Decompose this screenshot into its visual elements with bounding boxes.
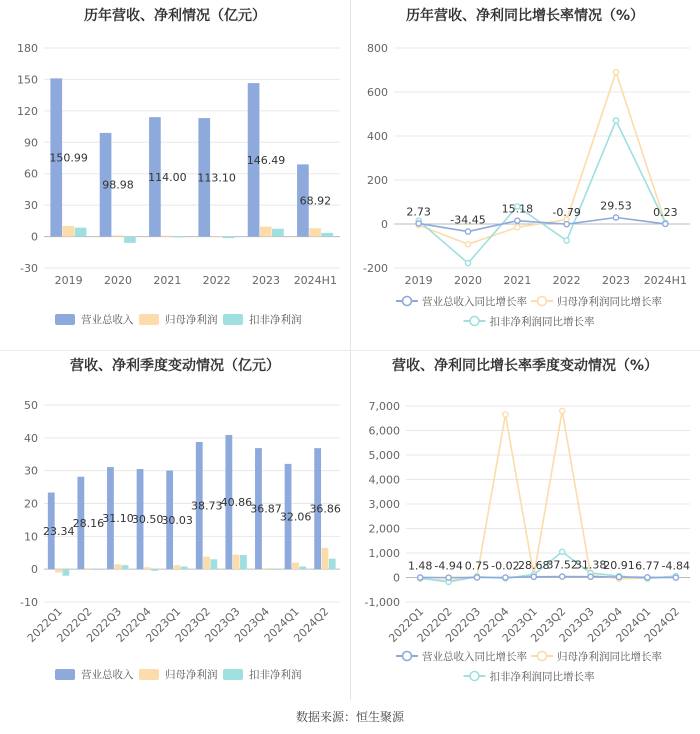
- bar-deducted-net-profit: [181, 567, 188, 570]
- line-deducted-net-profit-growth: [419, 121, 666, 264]
- data-label: -4.84: [661, 559, 691, 573]
- legend-swatch: [223, 669, 243, 680]
- chart-title: 营收、净利季度变动情况（亿元）: [70, 358, 280, 374]
- legend-label: 归母净利润同比增长率: [557, 651, 662, 663]
- data-label: 30.50: [131, 513, 164, 527]
- data-label: 98.98: [102, 178, 134, 192]
- y-tick-label: 20: [24, 497, 38, 511]
- bar-net-profit: [262, 568, 269, 569]
- x-tick-label: 2020: [104, 274, 132, 287]
- data-label: 68.92: [299, 194, 332, 208]
- data-label: 31.38: [574, 558, 607, 572]
- x-tick-label: 2023: [602, 274, 630, 287]
- legend-marker: [538, 652, 547, 661]
- x-tick-label: 2023Q4: [585, 604, 626, 645]
- bar-net-profit: [260, 227, 272, 237]
- line-point: [560, 549, 565, 554]
- bar-net-profit: [161, 236, 173, 237]
- bar-net-profit: [203, 557, 210, 569]
- x-tick-label: 2022: [552, 274, 581, 287]
- data-label: 28.68: [518, 558, 550, 572]
- x-tick-label: 2024H1: [643, 274, 687, 287]
- line-point: [564, 238, 569, 243]
- legend-label: 扣非净利润同比增长率: [489, 316, 595, 328]
- legend-label: 归母净利润: [165, 314, 218, 326]
- data-label: 37.52: [546, 558, 578, 572]
- x-tick-label: 2022: [202, 274, 231, 287]
- quarterly-values-chart: [0, 350, 350, 700]
- legend-marker: [538, 297, 547, 306]
- y-tick-label: 200: [367, 174, 388, 187]
- data-label: 23.34: [43, 524, 75, 538]
- bar-deducted-net-profit: [124, 237, 136, 243]
- line-point: [613, 118, 618, 123]
- legend-swatch: [223, 314, 243, 325]
- x-tick-label: 2020: [454, 274, 482, 287]
- data-label: 150.99: [49, 151, 88, 165]
- legend-label: 扣非净利润: [249, 314, 302, 326]
- legend-swatch: [139, 314, 159, 325]
- bar-deducted-net-profit: [329, 559, 336, 570]
- data-label: 28.16: [72, 516, 105, 530]
- bar-net-profit: [85, 568, 92, 569]
- y-tick-label: 180: [17, 42, 38, 55]
- bar-net-profit: [55, 569, 62, 572]
- x-tick-label: 2021: [503, 274, 532, 287]
- y-tick-label: 0: [381, 218, 388, 231]
- bar-net-profit: [322, 548, 329, 569]
- x-tick-label: 2023Q1: [499, 604, 540, 645]
- chart-title: 历年营收、净利情况（亿元）: [84, 8, 266, 24]
- data-label: 40.86: [220, 496, 253, 510]
- bar-deducted-net-profit: [92, 569, 99, 570]
- line-point: [465, 261, 470, 266]
- line-point: [474, 575, 479, 580]
- x-tick-label: 2023Q4: [232, 604, 273, 645]
- data-label: 31.10: [102, 512, 134, 526]
- y-tick-label: 90: [24, 136, 38, 150]
- x-tick-label: 2019: [54, 274, 83, 287]
- y-tick-label: 2,000: [368, 522, 400, 536]
- bar-deducted-net-profit: [151, 569, 158, 571]
- x-tick-label: 2023Q1: [143, 604, 184, 645]
- data-label: -34.45: [450, 213, 486, 227]
- x-tick-label: 2021: [153, 274, 182, 287]
- y-tick-label: 0: [31, 563, 38, 577]
- chart-title: 历年营收、净利同比增长率情况（%）: [405, 8, 645, 24]
- line-point: [560, 574, 565, 579]
- data-label: 0.75: [464, 559, 490, 573]
- y-tick-label: 30: [24, 199, 38, 213]
- y-tick-label: 400: [367, 130, 388, 143]
- y-tick-label: 150: [17, 73, 38, 87]
- x-tick-label: 2022Q2: [54, 604, 95, 645]
- data-label: 36.87: [250, 502, 282, 516]
- y-tick-label: 40: [24, 431, 38, 445]
- legend-marker: [470, 672, 479, 681]
- line-point: [564, 222, 569, 227]
- bar-net-profit: [112, 235, 124, 236]
- annual-values-panel: [0, 0, 350, 350]
- data-label: 0.23: [653, 205, 678, 219]
- legend-label: 归母净利润同比增长率: [557, 296, 662, 308]
- line-point: [560, 408, 565, 413]
- data-label: 1.48: [407, 559, 433, 573]
- data-label: -0.02: [491, 559, 520, 573]
- bar-net-profit: [174, 565, 181, 569]
- y-tick-label: 0: [393, 571, 400, 585]
- legend-label: 营业总收入同比增长率: [422, 651, 527, 663]
- data-label: 2.73: [406, 205, 431, 219]
- y-tick-label: 800: [367, 42, 388, 55]
- bar-deducted-net-profit: [240, 555, 247, 569]
- legend-marker: [470, 317, 479, 326]
- x-tick-label: 2024Q1: [613, 604, 654, 645]
- quarterly-growth-panel: [350, 350, 700, 700]
- bar-deducted-net-profit: [270, 569, 277, 570]
- x-tick-label: 2023Q2: [172, 604, 213, 645]
- y-tick-label: 1,000: [368, 547, 400, 560]
- legend-swatch: [139, 669, 159, 680]
- legend-swatch: [55, 669, 75, 680]
- data-label: -4.94: [434, 559, 463, 573]
- annual-growth-chart: [350, 0, 700, 350]
- line-point: [613, 215, 618, 220]
- legend-label: 营业总收入: [81, 314, 134, 326]
- bar-net-profit: [292, 563, 299, 570]
- x-tick-label: 2022Q4: [471, 604, 512, 645]
- data-label: -0.79: [552, 206, 581, 220]
- line-point: [465, 229, 470, 234]
- quarterly-values-panel: [0, 350, 350, 700]
- y-tick-label: 7,000: [368, 400, 400, 413]
- y-tick-label: 50: [24, 399, 38, 412]
- y-tick-label: 5,000: [368, 449, 400, 462]
- line-point: [418, 575, 423, 580]
- y-tick-label: -1,000: [364, 596, 400, 609]
- data-label: 36.86: [309, 502, 341, 516]
- x-tick-label: 2024H1: [293, 274, 337, 287]
- data-label: 114.00: [148, 170, 187, 184]
- y-tick-label: -200: [363, 262, 388, 275]
- x-tick-label: 2022Q1: [386, 604, 427, 645]
- line-net-profit-growth: [420, 411, 676, 581]
- bar-deducted-net-profit: [173, 237, 185, 238]
- x-tick-label: 2023Q2: [528, 604, 569, 645]
- annual-values-chart: [0, 0, 350, 350]
- legend-swatch: [55, 314, 75, 325]
- line-point: [673, 575, 678, 580]
- line-point: [416, 221, 421, 226]
- x-tick-label: 2023Q3: [556, 604, 597, 645]
- y-tick-label: 600: [367, 86, 388, 99]
- line-point: [616, 574, 621, 579]
- x-tick-label: 2024Q1: [261, 604, 302, 645]
- data-label: 38.73: [191, 499, 223, 513]
- x-tick-label: 2023Q3: [202, 604, 243, 645]
- bar-deducted-net-profit: [122, 565, 129, 569]
- y-tick-label: 120: [17, 104, 38, 118]
- line-point: [515, 218, 520, 223]
- data-label: 30.03: [161, 513, 193, 527]
- x-tick-label: 2022Q2: [414, 604, 455, 645]
- y-tick-label: 4,000: [368, 473, 400, 487]
- line-point: [515, 225, 520, 230]
- line-point: [663, 221, 668, 226]
- data-label: 20.91: [603, 558, 635, 572]
- x-tick-label: 2022Q3: [84, 604, 125, 645]
- data-label: 113.10: [197, 171, 236, 185]
- y-tick-label: 0: [31, 230, 38, 244]
- legend-label: 扣非净利润: [249, 669, 302, 681]
- line-point: [613, 70, 618, 75]
- line-point: [465, 242, 470, 247]
- y-tick-label: -10: [20, 596, 38, 609]
- bar-net-profit: [309, 228, 321, 236]
- legend-label: 营业总收入: [81, 669, 134, 681]
- data-label: 32.06: [279, 510, 312, 524]
- bar-net-profit: [233, 555, 240, 569]
- quarterly-growth-chart: [350, 350, 700, 700]
- x-tick-label: 2023: [252, 274, 280, 287]
- bar-net-profit: [144, 567, 151, 569]
- x-tick-label: 2022Q1: [24, 604, 65, 645]
- horizontal-divider: [0, 350, 700, 351]
- line-point: [531, 574, 536, 579]
- line-point: [503, 412, 508, 417]
- bar-deducted-net-profit: [62, 569, 69, 576]
- data-label: 29.53: [600, 199, 632, 213]
- x-tick-label: 2022Q4: [113, 604, 154, 645]
- bar-deducted-net-profit: [210, 559, 217, 569]
- data-source-label: 数据来源：恒生聚源: [295, 710, 404, 724]
- bar-deducted-net-profit: [75, 228, 87, 237]
- legend-marker: [403, 652, 412, 661]
- x-tick-label: 2024Q2: [291, 604, 332, 645]
- y-tick-label: -30: [20, 262, 38, 275]
- line-point: [446, 575, 451, 580]
- bar-deducted-net-profit: [223, 237, 235, 239]
- legend-marker: [403, 297, 412, 306]
- y-tick-label: 3,000: [368, 498, 400, 511]
- y-tick-label: 30: [24, 464, 38, 478]
- data-label: 146.49: [246, 153, 286, 167]
- legend-label: 扣非净利润同比增长率: [489, 671, 595, 683]
- legend-label: 归母净利润: [165, 669, 218, 681]
- x-tick-label: 2022Q3: [443, 604, 484, 645]
- annual-growth-panel: [350, 0, 700, 350]
- y-tick-label: 60: [24, 167, 38, 181]
- y-tick-label: 10: [24, 530, 38, 544]
- data-label: 6.77: [635, 559, 660, 573]
- chart-title: 营收、净利同比增长率季度变动情况（%）: [391, 358, 659, 374]
- bar-net-profit: [211, 236, 223, 237]
- legend-label: 营业总收入同比增长率: [422, 296, 527, 308]
- bar-net-profit: [114, 564, 121, 569]
- x-tick-label: 2024Q2: [641, 604, 682, 645]
- bar-deducted-net-profit: [321, 233, 333, 237]
- bar-deducted-net-profit: [272, 229, 284, 237]
- y-tick-label: 6,000: [368, 424, 400, 438]
- bar-deducted-net-profit: [299, 567, 306, 570]
- line-revenue-growth: [420, 577, 676, 578]
- line-point: [503, 575, 508, 580]
- line-point: [645, 575, 650, 580]
- line-point: [588, 574, 593, 579]
- x-tick-label: 2019: [404, 274, 433, 287]
- bar-net-profit: [63, 226, 75, 237]
- data-label: 15.18: [501, 202, 534, 216]
